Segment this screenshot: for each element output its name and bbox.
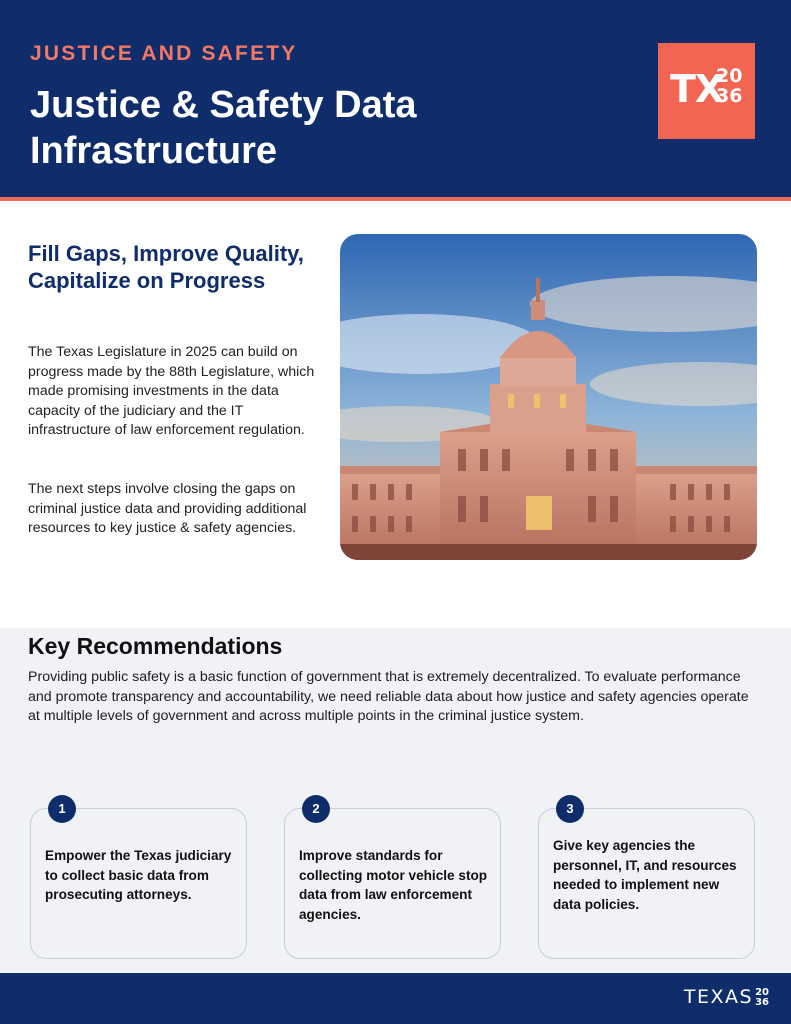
footer-year-bottom: 36 — [755, 997, 769, 1008]
texas-2036-footer-logo — [684, 986, 769, 1008]
recommendation-number-badge: 2 — [302, 795, 330, 823]
recommendation-card — [30, 808, 247, 959]
footer-logo-word: TEXAS — [683, 986, 754, 1008]
tx2036-logo — [658, 43, 755, 139]
footer-band — [0, 973, 791, 1024]
recommendations-title: Key Recommendations — [28, 633, 283, 659]
logo-year-bottom: 36 — [716, 85, 743, 107]
recommendations-lead: Providing public safety is a basic function of government that is extremely decentralized. To evaluate performance and promote transparency and accountability, we need reliable data about how justice and safety agencies operate at multiple levels of government and across multiple points in the criminal justice system. — [28, 669, 749, 725]
intro-paragraph-2: The next steps involve closing the gaps on criminal justice data and providing additional resources to key justice & safety agencies. — [28, 481, 307, 537]
intro-heading: Fill Gaps, Improve Quality, Capitalize on Progress — [28, 241, 304, 293]
header-divider — [0, 197, 791, 201]
recommendation-text: Empower the Texas judiciary to collect basic data from prosecuting attorneys. — [45, 848, 232, 902]
capitol-photo — [340, 234, 757, 560]
logo-tx-text: TX — [670, 67, 724, 111]
page-title: Justice & Safety Data Infrastructure — [30, 84, 417, 172]
recommendation-text: Give key agencies the personnel, IT, and resources needed to implement new data policies. — [553, 838, 737, 912]
recommendation-card — [284, 808, 501, 959]
recommendation-number-badge: 3 — [556, 795, 584, 823]
footer-logo-years — [755, 988, 769, 1008]
logo-year-top: 20 — [716, 65, 743, 87]
recommendation-text: Improve standards for collecting motor vehicle stop data from law enforcement agencies. — [299, 848, 488, 922]
section-kicker: JUSTICE AND SAFETY — [30, 42, 298, 65]
intro-paragraph-1: The Texas Legislature in 2025 can build on progress made by the 88th Legislature, which made promising investments in the data capacity of the judiciary and the IT infrastructure of law enforcement regulation. — [28, 344, 315, 439]
recommendation-number-badge: 1 — [48, 795, 76, 823]
footer-year-top: 20 — [755, 987, 769, 998]
recommendation-card — [538, 808, 755, 959]
